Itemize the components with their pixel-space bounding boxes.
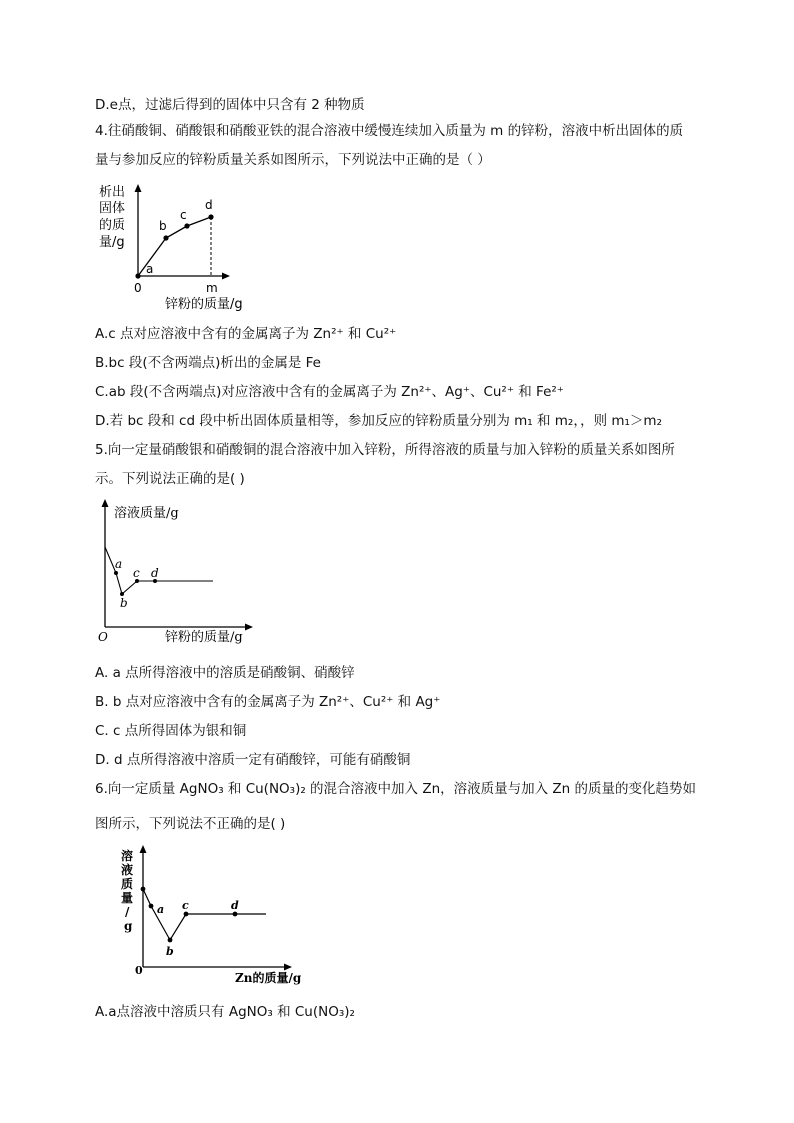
- q4-point-a: [135, 273, 140, 278]
- q6-point-c: [184, 912, 189, 917]
- q4-ylabel-3: 的质: [99, 218, 126, 233]
- q6-y-arrow: [140, 845, 147, 853]
- q6-point-d: [233, 912, 238, 917]
- q3-option-d: D.e点，过滤后得到的固体中只含有 2 种物质: [95, 97, 365, 113]
- q5-label-d: d: [151, 566, 159, 580]
- q4-xlabel: 锌粉的质量/g: [165, 297, 243, 312]
- q5-y-arrow: [102, 499, 109, 507]
- q6-xlabel: Zn的质量/g: [235, 971, 302, 985]
- q5-option-b: B. b 点对应溶液中含有的金属离子为 Zn²⁺、Cu²⁺ 和 Ag⁺: [95, 694, 441, 710]
- q5-stem-line2: 示。下列说法正确的是( ): [95, 471, 245, 487]
- q5-point-a: [114, 571, 118, 575]
- q5-option-d: D. d 点所得溶液中溶质一定有硝酸锌，可能有硝酸铜: [95, 752, 411, 768]
- q4-label-b: b: [159, 219, 167, 233]
- q6-stem-line2: 图所示，下列说法不正确的是( ): [95, 816, 286, 832]
- q6-origin: 0: [135, 964, 143, 977]
- q4-point-b: [163, 235, 168, 240]
- q5-stem-line1: 5.向一定量硝酸银和硝酸铜的混合溶液中加入锌粉，所得溶液的质量与加入锌粉的质量关系如图所: [95, 442, 675, 458]
- q6-chart: [118, 843, 308, 988]
- q4-option-a: A.c 点对应溶液中含有的金属离子为 Zn²⁺ 和 Cu²⁺: [95, 326, 397, 342]
- q4-label-d: d: [205, 198, 213, 212]
- q6-label-c: c: [182, 899, 189, 912]
- q6-ylabel-6: g: [124, 919, 133, 933]
- q4-label-a: a: [146, 262, 154, 276]
- q6-ylabel-1: 溶: [121, 849, 134, 863]
- q5-label-c: c: [133, 566, 140, 580]
- q4-stem-line1: 4.往硝酸铜、硝酸银和硝酸亚铁的混合溶液中缓慢连续加入质量为 m 的锌粉，溶液中析出固体的质: [95, 123, 684, 139]
- q6-option-a: A.a点溶液中溶质只有 AgNO₃ 和 Cu(NO₃)₂: [95, 1004, 355, 1020]
- q4-x-arrow: [222, 273, 230, 280]
- q5-option-c: C. c 点所得固体为银和铜: [95, 723, 247, 739]
- q4-point-d: [208, 214, 213, 219]
- q5-label-b: b: [120, 596, 128, 610]
- q6-ylabel-3: 质: [121, 877, 134, 891]
- q6-stem-line1: 6.向一定质量 AgNO₃ 和 Cu(NO₃)₂ 的混合溶液中加入 Zn，溶液质量与加入 Zn 的质量的变化趋势如: [95, 781, 697, 797]
- q4-m-label: m: [206, 281, 218, 295]
- q4-stem-line2: 量与参加反应的锌粉质量关系如图所示，下列说法中正确的是（ ）: [95, 152, 491, 168]
- q5-chart: [95, 497, 265, 647]
- q6-ylabel-2: 液: [121, 863, 134, 877]
- q6-point-b: [168, 938, 173, 943]
- q6-label-b: b: [166, 945, 174, 958]
- q6-ylabel-5: /: [125, 905, 130, 919]
- q6-point-a: [149, 904, 154, 909]
- q6-point-start: [141, 887, 146, 892]
- q5-option-a: A. a 点所得溶液中的溶质是硝酸铜、硝酸锌: [95, 665, 355, 681]
- q4-ylabel-1: 析出: [99, 185, 126, 200]
- q5-origin: O: [98, 630, 108, 644]
- q4-point-c: [184, 223, 189, 228]
- q4-ylabel-4: 量/g: [99, 235, 125, 250]
- q4-option-c: C.ab 段(不含两端点)对应溶液中含有的金属离子为 Zn²⁺、Ag⁺、Cu²⁺ 和 Fe²⁺: [95, 384, 564, 400]
- q6-label-a: a: [157, 903, 165, 916]
- q4-label-c: c: [180, 208, 187, 222]
- q5-x-arrow: [245, 624, 253, 631]
- q4-ylabel-2: 固体: [99, 201, 126, 216]
- q5-xlabel: 锌粉的质量/g: [165, 630, 243, 645]
- q4-option-d: D.若 bc 段和 cd 段中析出固体质量相等，参加反应的锌粉质量分别为 m₁ 和 m₂，，则 m₁＞m₂: [95, 413, 662, 429]
- q6-label-d: d: [231, 899, 239, 912]
- q6-ylabel-4: 量: [121, 891, 134, 905]
- q5-ylabel: 溶液质量/g: [114, 506, 179, 521]
- q4-origin: 0: [134, 281, 142, 295]
- q4-chart: [95, 182, 265, 317]
- q6-x-arrow: [284, 964, 292, 971]
- q5-label-a: a: [115, 557, 123, 571]
- q4-y-arrow: [135, 184, 142, 192]
- q4-option-b: B.bc 段(不含两端点)析出的金属是 Fe: [95, 355, 321, 371]
